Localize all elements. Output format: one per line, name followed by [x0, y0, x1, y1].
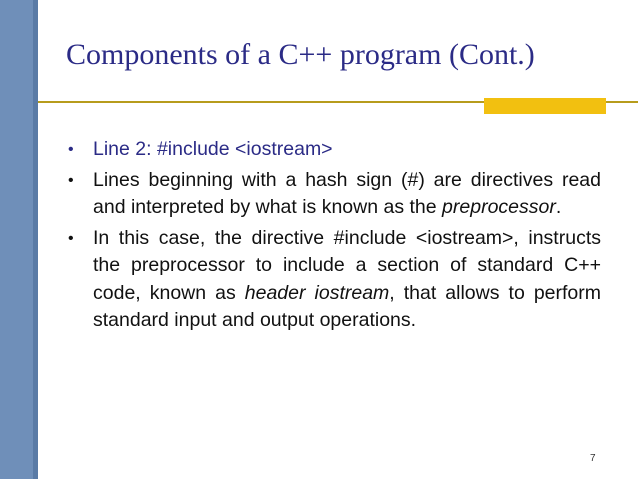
bullet-text: In this case, the directive #include <iostream>, instructs the preprocessor to include a section of standard C++ code, known as — [93, 226, 601, 304]
bullet-item-3 — [68, 225, 601, 335]
title-divider-accent — [484, 98, 606, 114]
slide-title: Components of a C++ program (Cont.) — [66, 38, 535, 71]
bullet-list — [68, 136, 601, 338]
left-decorative-bar — [0, 0, 38, 479]
bullet-emphasis: preprocessor — [442, 196, 556, 218]
bullet-dot-icon: • — [68, 229, 74, 247]
page-number: 7 — [590, 453, 596, 464]
bullet-text: Lines beginning with a hash sign (#) are directives read and interpreted by what is known as the — [93, 168, 601, 218]
bullet-dot-icon: • — [68, 171, 74, 189]
bullet-text-end: . — [555, 196, 562, 218]
bullet-item-1 — [68, 136, 601, 164]
bullet-text: Line 2: #include <iostream> — [93, 138, 333, 160]
bullet-emphasis: header iostream — [244, 281, 390, 304]
bullet-item-2 — [68, 167, 601, 222]
bullet-text-end: , that allows to perform standard input and output operations. — [93, 281, 601, 331]
bullet-dot-icon: • — [68, 141, 74, 158]
